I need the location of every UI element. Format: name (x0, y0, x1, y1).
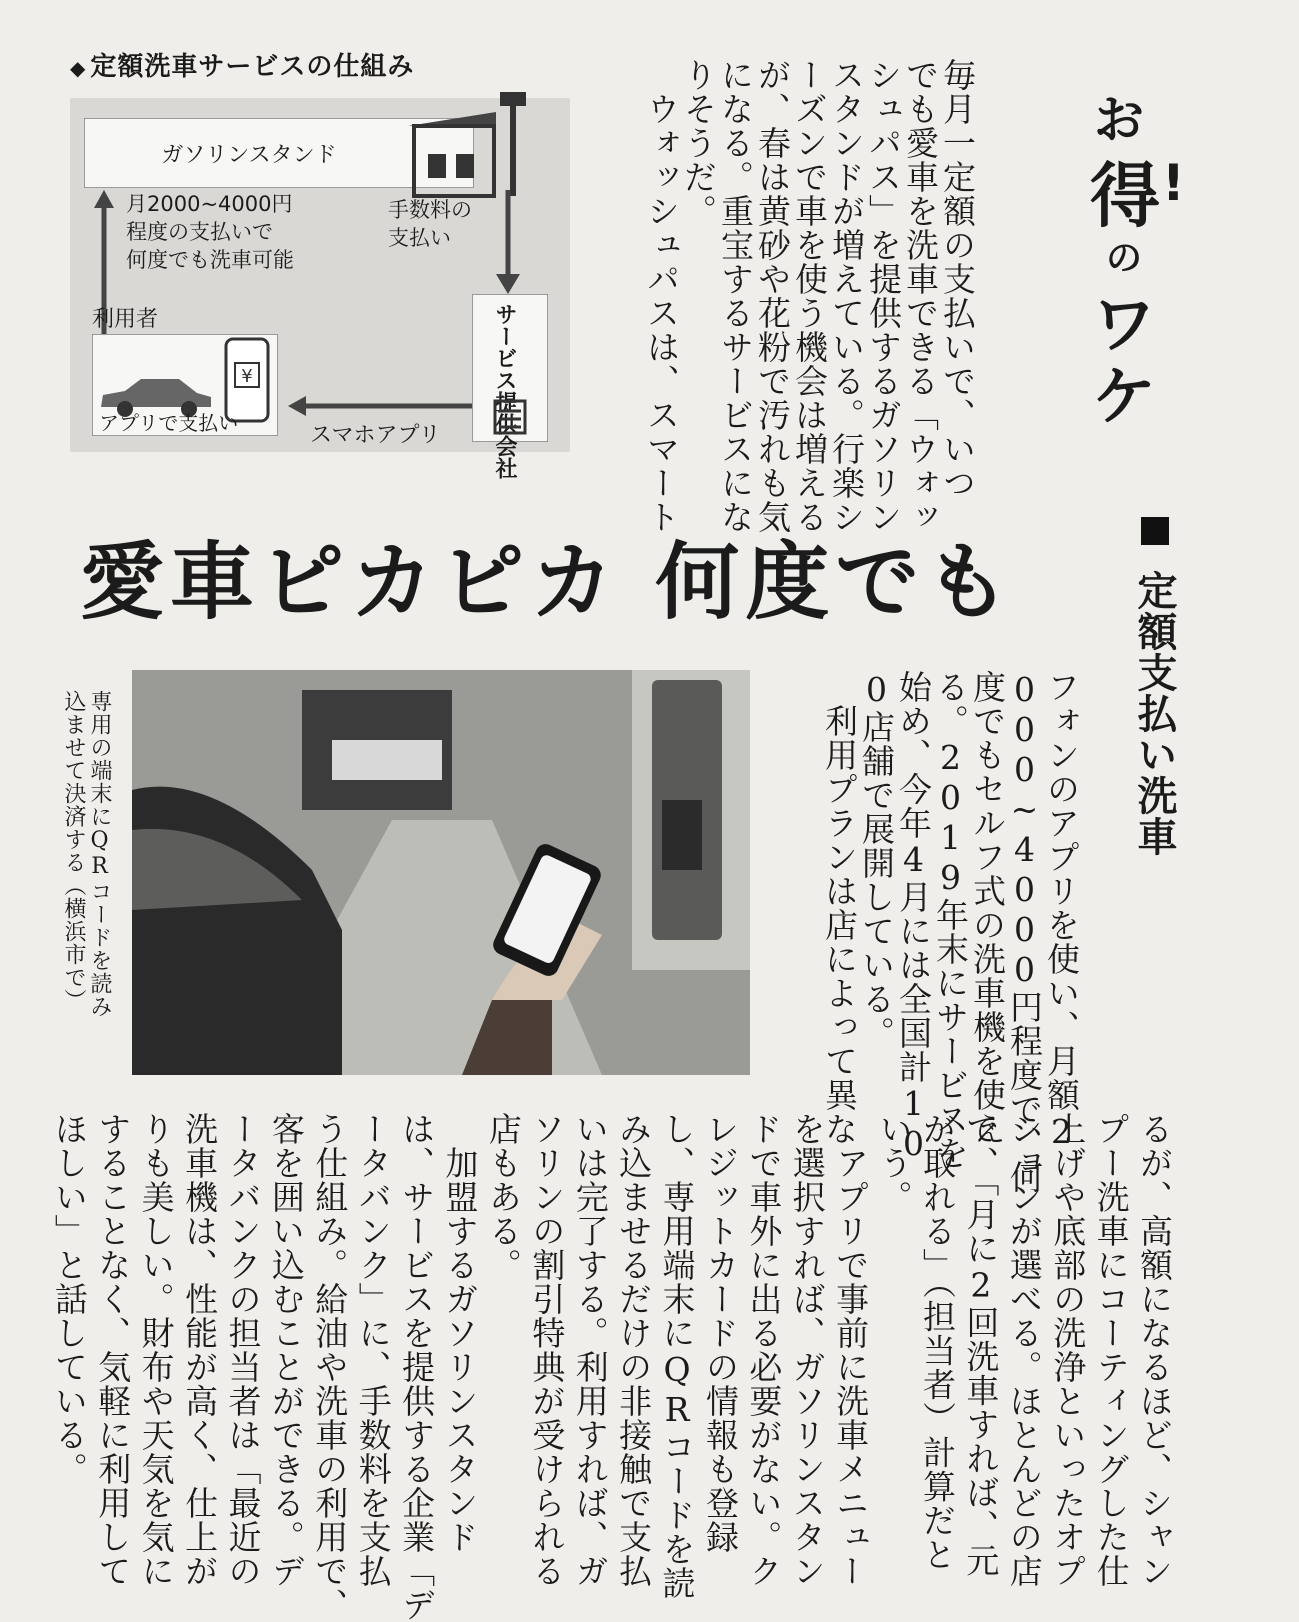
text-column: いう。 (874, 1112, 914, 1214)
text-column: りも美しい。財布や天気を気に (136, 1112, 176, 1588)
diagram-title-text: 定額洗車サービスの仕組み (90, 52, 415, 82)
scheme-diagram (70, 44, 570, 479)
photo-caption (40, 690, 112, 1050)
text-column: ソリンの割引特典が受けられる (527, 1112, 567, 1588)
diagram-panel (70, 98, 570, 479)
provider-box (472, 294, 548, 479)
text-column: 毎月一定額の支払いで、いつ (938, 58, 977, 500)
bottom-text (47, 1112, 1176, 1622)
provider-label: サービス提供会社 (492, 303, 517, 479)
user-label: 利用者 (92, 307, 159, 332)
text-column: フォンのアプリを使い、月額2 (1042, 670, 1081, 1152)
section-mark (1141, 517, 1169, 545)
intro-text (578, 58, 977, 534)
text-column: ションが選べる。ほとんどの店 (1004, 1112, 1044, 1588)
text-column: るが、高額になるほど、シャン (1135, 1112, 1174, 1588)
text-column: でも愛車を洗車できる「ウォッ (901, 58, 940, 534)
photo-illustration (132, 670, 750, 1075)
gas-station-label: ガソリンスタンド (161, 142, 337, 168)
smartphone-app-label: スマホアプリ (310, 423, 441, 448)
subhead: 定額支払い洗車 (1131, 570, 1177, 857)
fee-note-line: 支払い (388, 226, 451, 250)
text-column: いは完了する。利用すれば、ガ (570, 1112, 610, 1588)
monthly-note-line: 何度でも洗車可能 (126, 248, 294, 272)
text-column: し、専用端末にQRコードを読 (657, 1112, 697, 1600)
text-column: 度でもセルフ式の洗車機を使え (968, 670, 1007, 1146)
text-column: 利用プランは店によって異な (820, 670, 859, 1146)
series-title-char: ケ (1092, 361, 1156, 435)
text-column: することなく、気軽に利用して (93, 1112, 133, 1588)
series-title-char: ! (1162, 154, 1185, 212)
text-column: る。2019年末にサービスを (931, 670, 970, 1170)
arrow-left-icon (288, 396, 472, 416)
text-column: ーズンで車を使う機会は増える (790, 58, 829, 534)
text-column: が、春は黄砂や花粉で汚れも気 (753, 58, 792, 534)
text-column: 上げや底部の洗浄といったオプ (1048, 1112, 1088, 1588)
monthly-note-line: 程度の支払いで (126, 220, 273, 244)
text-column: 洗車機は、性能が高く、仕上が (180, 1112, 220, 1588)
text-column: が取れる」（担当者）計算だと (917, 1112, 957, 1572)
gas-station-icon (400, 92, 550, 202)
text-column: スタンドが増えている。行楽シ (827, 58, 866, 534)
series-title-char: 得 (1090, 155, 1160, 237)
photo-caption-text (60, 690, 112, 1050)
text-column: う仕組み。給油や洗車の利用で、 (310, 1112, 350, 1622)
text-column: 0店舗で展開している。 (857, 670, 896, 1050)
cube-icon: ◆ (70, 56, 87, 80)
monthly-fee-note (126, 190, 294, 274)
caption-column: 専用の端末にQRコードを読み (87, 690, 112, 1018)
user-pay-label: アプリで支払い (99, 411, 239, 435)
text-column: 加盟するガソリンスタンド (440, 1112, 480, 1554)
text-column: ータバンクの担当者は「最近の (223, 1112, 263, 1588)
car-wash-photo (132, 670, 750, 1075)
user-box (92, 334, 278, 436)
text-column: シュパス」を提供するガソリン (864, 58, 903, 534)
building-icon (493, 399, 527, 435)
text-column: アプリで事前に洗車メニュー (831, 1112, 871, 1588)
text-column: レジットカードの情報も登録 (700, 1112, 740, 1554)
text-column: 始め、今年4月には全国計10 (894, 670, 933, 1164)
arrow-down-icon (496, 190, 520, 296)
text-column: み込ませるだけの非接触で支払 (614, 1112, 654, 1588)
text-column: 客を囲い込むことができる。デ (266, 1112, 306, 1588)
text-column: ドで車外に出る必要がない。ク (744, 1112, 784, 1588)
text-column: は、サービスを提供する企業「デ (397, 1112, 437, 1622)
diagram-title (70, 46, 414, 83)
series-logo (1080, 80, 1190, 435)
bottom-text-block (36, 1112, 1176, 1622)
text-column: りそうだ。 (679, 58, 718, 228)
yen-symbol: ¥ (241, 366, 253, 387)
text-column: で、「月に2回洗車すれば、元 (961, 1112, 1001, 1578)
headline: 愛車ピカピカ 何度でも (80, 532, 1016, 631)
series-title-char: ワ (1092, 289, 1156, 363)
text-column: ータバンク」に、手数料を支払 (353, 1112, 393, 1588)
text-column: 000~4000円程度で、何 (1005, 670, 1044, 1194)
fee-payment-note (388, 196, 472, 252)
text-column: を選択すれば、ガソリンスタン (787, 1112, 827, 1588)
caption-column: 込ませて決済する（横浜市で） (61, 690, 86, 1012)
text-column: プー洗車にコーティングした仕 (1091, 1112, 1131, 1588)
text-column: になる。重宝するサービスにな (716, 58, 755, 534)
text-column: 店もある。 (483, 1112, 523, 1282)
intro-text-block (578, 58, 977, 534)
series-title-char: の (1106, 238, 1143, 279)
series-title-char: お (1094, 91, 1144, 149)
fee-note-line: 手数料の (388, 198, 472, 222)
text-column: ほしい」と話している。 (49, 1112, 89, 1486)
text-column: ウォッシュパスは、スマート (642, 58, 681, 534)
monthly-note-line: 月2000~4000円 (126, 192, 293, 216)
